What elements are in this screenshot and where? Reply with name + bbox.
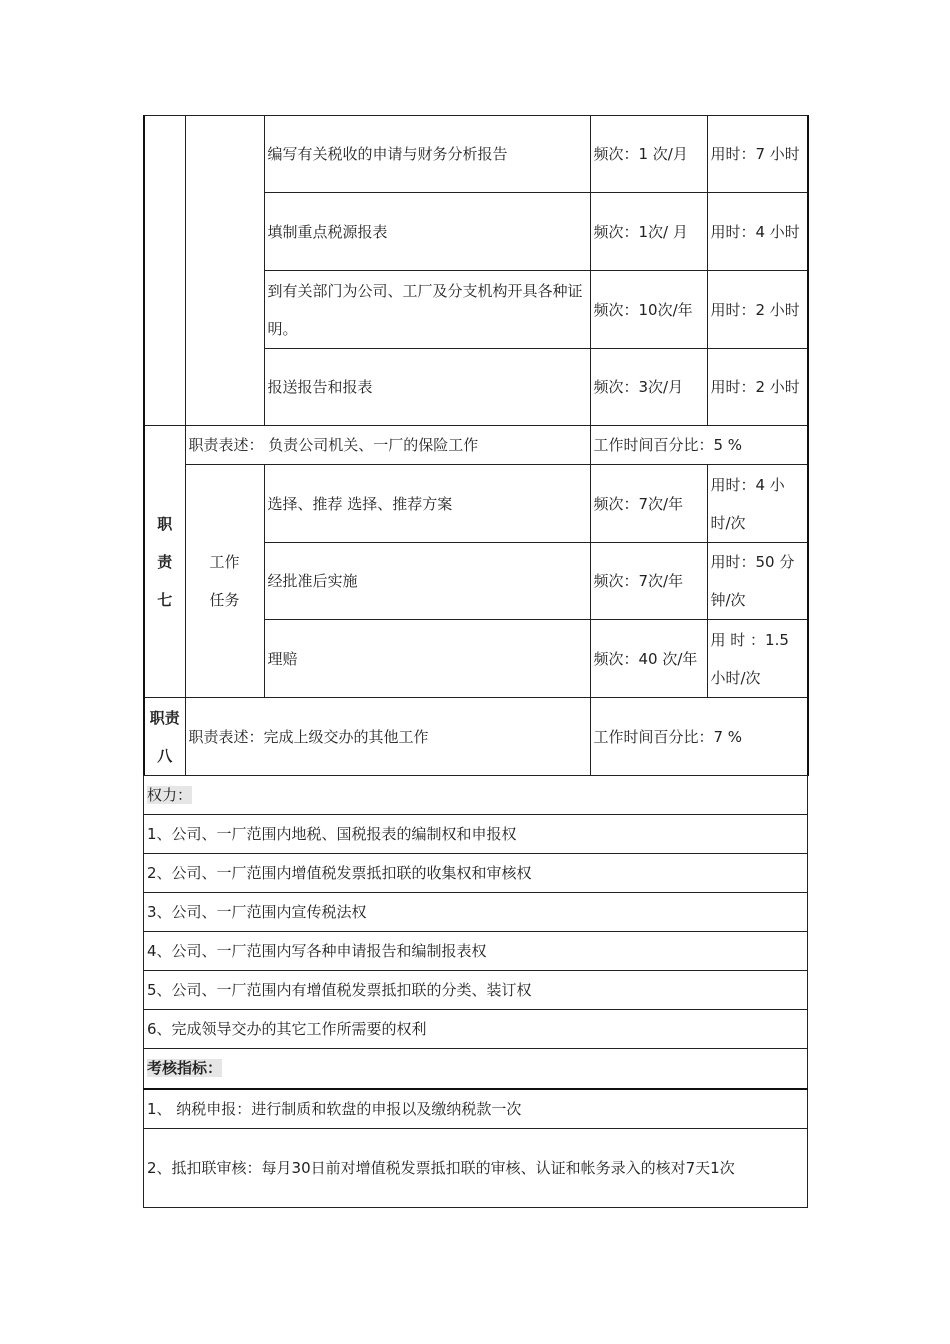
power-item-row (144, 1010, 808, 1049)
duty6-task-label-cell (185, 116, 264, 426)
task-frequency: 频次：10次/年 (590, 271, 707, 349)
duty-description: 职责表述：完成上级交办的其他工作 (185, 698, 590, 776)
powers-heading-cell (144, 776, 808, 815)
power-item-row (144, 971, 808, 1010)
duty7-description-row (144, 426, 808, 465)
task-time: 用时：2 小时 (707, 271, 808, 349)
duty6-label-cell (144, 116, 185, 426)
power-item: 4、公司、一厂范围内写各种申请报告和编制报表权 (144, 932, 808, 971)
duty7-label-cell (144, 426, 185, 698)
task-frequency: 频次：3次/月 (590, 349, 707, 426)
kpi-heading-cell (144, 1049, 808, 1089)
power-item: 6、完成领导交办的其它工作所需要的权利 (144, 1010, 808, 1049)
duty8-label-cell (144, 698, 185, 776)
task-text: 填制重点税源报表 (264, 193, 590, 271)
kpi-table (143, 1048, 808, 1208)
kpi-item-row (144, 1128, 808, 1207)
task-text: 报送报告和报表 (264, 349, 590, 426)
duty7-task-row (144, 465, 808, 543)
duty-table (143, 115, 809, 776)
task-time: 用时：2 小时 (707, 349, 808, 426)
task-time: 用时：4 小时/次 (707, 465, 808, 543)
powers-heading-row (144, 776, 808, 815)
task-frequency: 频次：7次/年 (590, 543, 707, 620)
duty7-label: 职责七 (157, 514, 173, 609)
kpi-item-row (144, 1089, 808, 1129)
power-item-row (144, 854, 808, 893)
task-label: 工作任务 (209, 553, 240, 609)
duty6-task-row (144, 116, 808, 193)
task-frequency: 频次：1次/ 月 (590, 193, 707, 271)
task-text: 理赔 (264, 620, 590, 698)
power-item: 2、公司、一厂范围内增值税发票抵扣联的收集权和审核权 (144, 854, 808, 893)
kpi-item: 1、 纳税申报：进行制质和软盘的申报以及缴纳税款一次 (144, 1089, 808, 1129)
kpi-heading: 考核指标： (147, 1059, 223, 1078)
power-item-row (144, 815, 808, 854)
power-item-row (144, 932, 808, 971)
task-text: 选择、推荐 选择、推荐方案 (264, 465, 590, 543)
power-item: 5、公司、一厂范围内有增值税发票抵扣联的分类、装订权 (144, 971, 808, 1010)
task-text: 经批准后实施 (264, 543, 590, 620)
task-frequency: 频次：40 次/年 (590, 620, 707, 698)
work-time-percent: 工作时间百分比：7 % (590, 698, 808, 776)
kpi-heading-row (144, 1049, 808, 1089)
task-label-cell (185, 465, 264, 698)
kpi-item: 2、抵扣联审核：每月30日前对增值税发票抵扣联的审核、认证和帐务录入的核对7天1次 (144, 1128, 808, 1207)
job-description-sheet (143, 115, 807, 1208)
powers-heading: 权力： (147, 786, 193, 804)
powers-table (143, 775, 808, 1049)
task-frequency: 频次：7次/年 (590, 465, 707, 543)
power-item: 1、公司、一厂范围内地税、国税报表的编制权和申报权 (144, 815, 808, 854)
duty8-label: 职责八 (149, 708, 180, 765)
task-time: 用时：50 分钟/次 (707, 543, 808, 620)
duty8-row (144, 698, 808, 776)
task-frequency: 频次：1 次/月 (590, 116, 707, 193)
task-time: 用 时 ：1.5 小时/次 (707, 620, 808, 698)
power-item-row (144, 893, 808, 932)
task-time: 用时：4 小时 (707, 193, 808, 271)
duty-description: 职责表述： 负责公司机关、一厂的保险工作 (185, 426, 590, 465)
task-text: 编写有关税收的申请与财务分析报告 (264, 116, 590, 193)
task-time: 用时：7 小时 (707, 116, 808, 193)
power-item: 3、公司、一厂范围内宣传税法权 (144, 893, 808, 932)
task-text: 到有关部门为公司、工厂及分支机构开具各种证明。 (264, 271, 590, 349)
work-time-percent: 工作时间百分比：5 % (590, 426, 808, 465)
